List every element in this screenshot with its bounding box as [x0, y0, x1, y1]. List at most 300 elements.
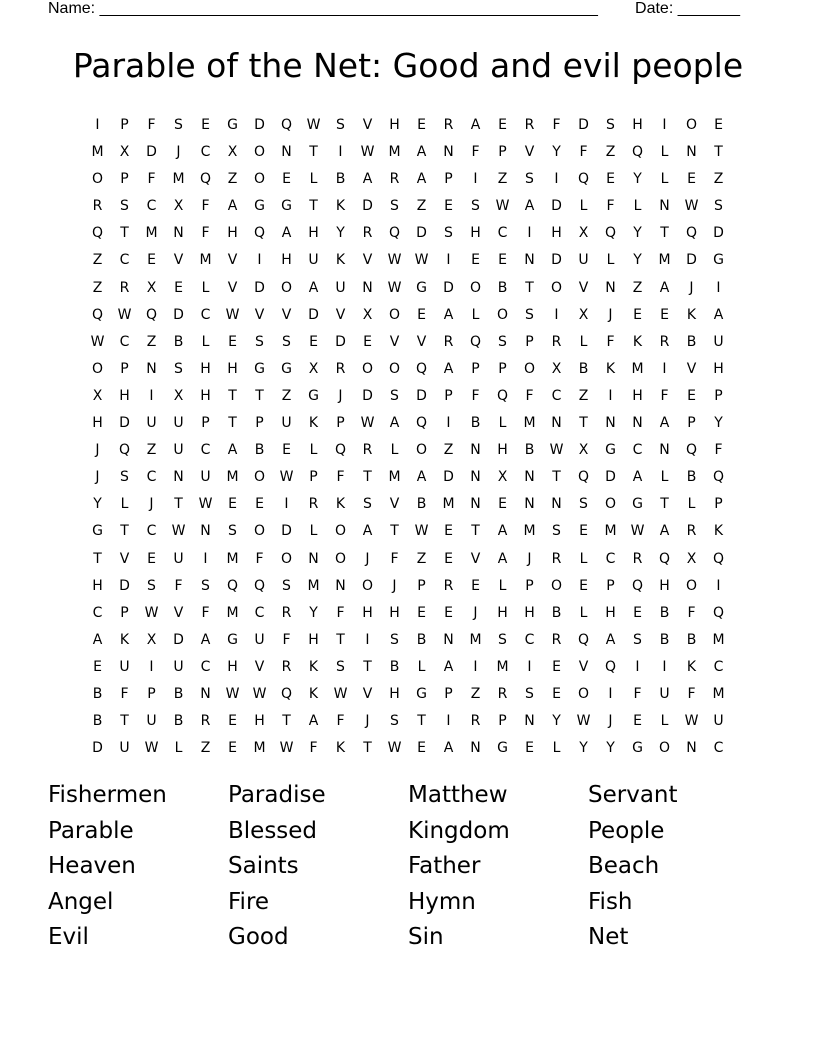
- grid-letter: C: [605, 550, 616, 567]
- grid-letter: K: [308, 685, 319, 702]
- grid-letter: M: [388, 469, 401, 486]
- grid-letter: M: [91, 144, 104, 161]
- grid-letter: A: [443, 740, 454, 757]
- grid-letter: Q: [253, 577, 266, 594]
- grid-letter: H: [659, 577, 670, 594]
- grid-letter: T: [309, 144, 318, 161]
- grid-letter: P: [498, 360, 507, 377]
- grid-letter: R: [659, 333, 670, 350]
- grid-letter: Q: [91, 306, 104, 323]
- grid-letter: X: [227, 144, 238, 161]
- grid-letter: Y: [552, 144, 561, 161]
- grid-letter: T: [363, 740, 372, 757]
- grid-letter: D: [335, 333, 346, 350]
- grid-letter: O: [280, 550, 293, 567]
- grid-letter: I: [662, 658, 667, 675]
- grid-letter: N: [173, 225, 184, 242]
- grid-letter: V: [254, 658, 265, 675]
- grid-letter: N: [524, 496, 535, 513]
- grid-letter: S: [390, 631, 399, 648]
- grid-letter: F: [309, 740, 318, 757]
- grid-letter: N: [632, 415, 643, 432]
- grid-letter: R: [551, 333, 562, 350]
- grid-letter: M: [712, 685, 725, 702]
- word-bank-item: Father: [408, 853, 481, 879]
- grid-letter: X: [578, 442, 589, 459]
- grid-letter: R: [443, 577, 454, 594]
- grid-letter: C: [713, 740, 724, 757]
- grid-letter: T: [336, 631, 345, 648]
- grid-letter: I: [554, 171, 559, 188]
- grid-letter: T: [228, 415, 237, 432]
- grid-letter: H: [92, 415, 103, 432]
- grid-letter: M: [226, 469, 239, 486]
- grid-letter: N: [281, 144, 292, 161]
- grid-letter: F: [525, 387, 534, 404]
- grid-letter: Y: [579, 740, 588, 757]
- grid-letter: M: [172, 171, 185, 188]
- grid-letter: E: [228, 333, 237, 350]
- grid-letter: T: [120, 713, 129, 730]
- grid-letter: R: [362, 442, 373, 459]
- grid-letter: H: [497, 604, 508, 621]
- grid-letter: O: [253, 469, 266, 486]
- grid-letter: W: [387, 252, 402, 269]
- grid-letter: P: [120, 117, 129, 133]
- grid-letter: X: [308, 360, 319, 377]
- grid-letter: B: [416, 631, 427, 648]
- grid-letter: A: [470, 117, 481, 133]
- grid-letter: H: [632, 117, 643, 133]
- grid-letter: B: [686, 469, 697, 486]
- grid-letter: E: [471, 577, 480, 594]
- grid-letter: E: [444, 550, 453, 567]
- grid-letter: S: [282, 333, 291, 350]
- grid-letter: R: [389, 171, 400, 188]
- grid-letter: P: [147, 685, 156, 702]
- grid-letter: E: [417, 604, 426, 621]
- grid-letter: O: [469, 279, 482, 296]
- grid-letter: B: [389, 658, 400, 675]
- grid-letter: R: [497, 685, 508, 702]
- grid-letter: L: [552, 740, 561, 757]
- grid-letter: Y: [606, 740, 615, 757]
- grid-letter: A: [632, 469, 643, 486]
- grid-letter: F: [714, 442, 723, 459]
- grid-letter: V: [173, 252, 184, 269]
- word-bank-item: Evil: [48, 924, 89, 950]
- grid-letter: A: [497, 550, 508, 567]
- grid-letter: B: [470, 415, 481, 432]
- grid-letter: J: [176, 144, 181, 161]
- grid-letter: P: [498, 144, 507, 161]
- grid-letter: G: [227, 117, 238, 133]
- word-bank-item: Fire: [228, 888, 270, 915]
- grid-letter: B: [173, 685, 184, 702]
- grid-letter: E: [417, 117, 426, 133]
- grid-letter: D: [362, 387, 373, 404]
- word-bank-item: Fishermen: [48, 782, 167, 808]
- grid-letter: F: [633, 685, 642, 702]
- grid-letter: R: [362, 225, 373, 242]
- grid-letter: Q: [415, 360, 428, 377]
- grid-letter: L: [498, 577, 507, 594]
- grid-letter: E: [579, 523, 588, 540]
- grid-letter: Y: [309, 604, 318, 621]
- grid-letter: C: [146, 523, 157, 540]
- grid-letter: Y: [633, 252, 642, 269]
- grid-letter: T: [255, 387, 264, 404]
- grid-letter: T: [120, 523, 129, 540]
- grid-letter: L: [309, 171, 318, 188]
- grid-letter: R: [524, 117, 535, 133]
- page-title: Parable of the Net: Good and evil people: [72, 46, 744, 85]
- grid-letter: H: [200, 360, 211, 377]
- grid-letter: G: [281, 360, 292, 377]
- grid-letter: K: [335, 252, 346, 269]
- grid-letter: F: [201, 225, 210, 242]
- grid-letter: D: [173, 306, 184, 323]
- grid-letter: G: [497, 740, 508, 757]
- grid-letter: Q: [631, 577, 644, 594]
- grid-letter: G: [416, 685, 427, 702]
- grid-letter: N: [146, 360, 157, 377]
- grid-letter: A: [281, 225, 292, 242]
- grid-letter: Y: [633, 171, 642, 188]
- grid-letter: M: [442, 496, 455, 513]
- grid-letter: T: [471, 523, 480, 540]
- grid-letter: V: [173, 604, 184, 621]
- grid-letter: P: [120, 360, 129, 377]
- grid-letter: F: [390, 550, 399, 567]
- word-bank-item: Saints: [228, 853, 299, 879]
- word-bank: [48, 778, 768, 956]
- grid-letter: V: [578, 658, 589, 675]
- grid-letter: J: [689, 279, 694, 296]
- grid-letter: V: [254, 306, 265, 323]
- grid-letter: L: [633, 198, 642, 215]
- word-bank-item: People: [588, 817, 665, 844]
- grid-letter: Q: [469, 333, 482, 350]
- grid-letter: K: [335, 198, 346, 215]
- grid-letter: O: [604, 496, 617, 513]
- grid-letter: O: [361, 577, 374, 594]
- grid-letter: E: [606, 171, 615, 188]
- grid-letter: L: [660, 171, 669, 188]
- grid-letter: W: [144, 604, 159, 621]
- grid-letter: G: [227, 631, 238, 648]
- grid-letter: S: [525, 306, 534, 323]
- grid-letter: E: [147, 550, 156, 567]
- grid-letter: Q: [577, 631, 590, 648]
- grid-letter: V: [470, 550, 481, 567]
- grid-letter: J: [95, 442, 100, 459]
- grid-letter: A: [227, 442, 238, 459]
- grid-letter: R: [551, 631, 562, 648]
- grid-letter: B: [335, 171, 346, 188]
- grid-letter: H: [362, 604, 373, 621]
- grid-letter: B: [686, 333, 697, 350]
- grid-letter: H: [227, 658, 238, 675]
- word-bank-item: Good: [228, 924, 289, 950]
- grid-letter: A: [200, 631, 211, 648]
- grid-letter: S: [579, 496, 588, 513]
- grid-letter: I: [338, 144, 343, 161]
- grid-letter: I: [716, 577, 721, 594]
- grid-letter: E: [228, 740, 237, 757]
- grid-letter: U: [659, 685, 670, 702]
- grid-letter: R: [119, 279, 130, 296]
- grid-letter: Z: [443, 442, 454, 459]
- grid-letter: X: [362, 306, 373, 323]
- grid-letter: R: [200, 713, 211, 730]
- grid-letter: W: [684, 713, 699, 730]
- grid-letter: J: [95, 469, 100, 486]
- grid-letter: E: [714, 117, 723, 133]
- grid-letter: H: [281, 252, 292, 269]
- grid-letter: R: [686, 523, 697, 540]
- grid-letter: S: [498, 631, 507, 648]
- grid-letter: N: [605, 415, 616, 432]
- grid-letter: D: [362, 198, 373, 215]
- grid-letter: D: [605, 469, 616, 486]
- grid-letter: X: [578, 225, 589, 242]
- grid-letter: L: [687, 496, 696, 513]
- grid-letter: P: [444, 387, 453, 404]
- grid-letter: N: [335, 577, 346, 594]
- grid-letter: H: [227, 225, 238, 242]
- grid-letter: A: [227, 198, 238, 215]
- grid-letter: F: [336, 469, 345, 486]
- grid-letter: T: [417, 713, 426, 730]
- grid-letter: N: [470, 496, 481, 513]
- grid-letter: S: [714, 198, 723, 215]
- grid-letter: I: [149, 387, 154, 404]
- grid-letter: S: [525, 685, 534, 702]
- grid-letter: H: [92, 577, 103, 594]
- grid-letter: V: [362, 117, 373, 133]
- grid-letter: L: [201, 333, 210, 350]
- grid-letter: V: [686, 360, 697, 377]
- grid-letter: A: [389, 415, 400, 432]
- grid-letter: C: [119, 252, 130, 269]
- grid-letter: L: [471, 306, 480, 323]
- grid-letter: F: [471, 387, 480, 404]
- grid-letter: U: [200, 469, 211, 486]
- grid-letter: O: [523, 360, 536, 377]
- grid-letter: P: [444, 685, 453, 702]
- grid-letter: Q: [91, 225, 104, 242]
- grid-letter: F: [147, 117, 156, 133]
- grid-letter: I: [716, 279, 721, 296]
- grid-letter: M: [145, 225, 158, 242]
- grid-letter: A: [308, 279, 319, 296]
- grid-letter: O: [334, 550, 347, 567]
- grid-letter: B: [686, 631, 697, 648]
- grid-letter: H: [200, 387, 211, 404]
- grid-letter: C: [551, 387, 562, 404]
- grid-letter: W: [225, 306, 240, 323]
- grid-letter: P: [525, 577, 534, 594]
- grid-letter: C: [200, 144, 211, 161]
- grid-letter: E: [417, 306, 426, 323]
- grid-letter: A: [713, 306, 724, 323]
- grid-letter: K: [308, 658, 319, 675]
- grid-letter: E: [282, 442, 291, 459]
- grid-letter: Z: [713, 171, 724, 188]
- name-field-label: Name: ________________________________________________________: [48, 0, 598, 17]
- word-bank-item: Kingdom: [408, 817, 510, 844]
- grid-letter: I: [608, 685, 613, 702]
- grid-letter: W: [414, 523, 429, 540]
- grid-letter: I: [446, 415, 451, 432]
- grid-letter: O: [658, 740, 671, 757]
- grid-letter: M: [253, 740, 266, 757]
- grid-letter: F: [147, 171, 156, 188]
- grid-letter: J: [608, 713, 613, 730]
- grid-letter: D: [173, 631, 184, 648]
- grid-letter: H: [605, 604, 616, 621]
- grid-letter: P: [201, 415, 210, 432]
- grid-letter: S: [525, 171, 534, 188]
- grid-letter: C: [200, 442, 211, 459]
- grid-letter: O: [415, 442, 428, 459]
- grid-letter: A: [443, 658, 454, 675]
- grid-letter: U: [146, 713, 157, 730]
- grid-letter: H: [524, 604, 535, 621]
- grid-letter: T: [174, 496, 183, 513]
- word-search-grid: [84, 112, 732, 762]
- grid-letter: W: [279, 740, 294, 757]
- grid-letter: K: [335, 740, 346, 757]
- grid-letter: I: [608, 387, 613, 404]
- grid-letter: V: [119, 550, 130, 567]
- grid-letter: Q: [712, 604, 725, 621]
- grid-letter: S: [471, 198, 480, 215]
- grid-letter: G: [416, 279, 427, 296]
- grid-letter: Q: [604, 658, 617, 675]
- grid-letter: D: [254, 279, 265, 296]
- word-bank-item: Angel: [48, 888, 114, 915]
- grid-letter: Z: [470, 685, 481, 702]
- grid-letter: O: [550, 577, 563, 594]
- grid-letter: S: [120, 469, 129, 486]
- grid-letter: N: [524, 252, 535, 269]
- grid-letter: M: [523, 415, 536, 432]
- grid-letter: B: [659, 631, 670, 648]
- grid-letter: Y: [714, 415, 723, 432]
- grid-letter: M: [604, 523, 617, 540]
- grid-letter: T: [714, 144, 723, 161]
- grid-letter: F: [606, 198, 615, 215]
- grid-letter: W: [684, 198, 699, 215]
- grid-letter: X: [497, 469, 508, 486]
- grid-letter: E: [93, 658, 102, 675]
- grid-letter: M: [199, 252, 212, 269]
- grid-letter: O: [685, 117, 698, 133]
- grid-letter: R: [281, 604, 292, 621]
- grid-letter: V: [281, 306, 292, 323]
- grid-letter: O: [685, 577, 698, 594]
- grid-letter: S: [552, 523, 561, 540]
- grid-letter: L: [417, 658, 426, 675]
- grid-letter: P: [471, 360, 480, 377]
- grid-letter: F: [336, 713, 345, 730]
- grid-letter: O: [253, 523, 266, 540]
- grid-letter: W: [252, 685, 267, 702]
- grid-letter: W: [360, 415, 375, 432]
- grid-letter: U: [578, 252, 589, 269]
- grid-letter: E: [228, 713, 237, 730]
- grid-letter: K: [632, 333, 643, 350]
- grid-letter: C: [200, 658, 211, 675]
- grid-letter: A: [362, 171, 373, 188]
- grid-letter: B: [497, 279, 508, 296]
- grid-letter: W: [495, 198, 510, 215]
- grid-letter: O: [91, 171, 104, 188]
- grid-letter: D: [443, 469, 454, 486]
- grid-letter: E: [363, 333, 372, 350]
- grid-letter: P: [309, 469, 318, 486]
- grid-letter: C: [146, 469, 157, 486]
- grid-letter: C: [632, 442, 643, 459]
- grid-letter: M: [388, 144, 401, 161]
- grid-letter: W: [549, 442, 564, 459]
- grid-letter: A: [416, 171, 427, 188]
- grid-letter: E: [498, 496, 507, 513]
- grid-letter: L: [660, 469, 669, 486]
- grid-letter: Q: [334, 442, 347, 459]
- grid-letter: Q: [280, 117, 293, 133]
- grid-letter: U: [713, 333, 724, 350]
- grid-letter: E: [174, 279, 183, 296]
- grid-letter: B: [659, 604, 670, 621]
- grid-letter: K: [605, 360, 616, 377]
- grid-letter: T: [309, 198, 318, 215]
- grid-letter: X: [551, 360, 562, 377]
- grid-letter: S: [282, 577, 291, 594]
- grid-letter: V: [524, 144, 535, 161]
- grid-letter: Z: [578, 387, 589, 404]
- grid-letter: D: [686, 252, 697, 269]
- grid-letter: I: [365, 631, 370, 648]
- grid-letter: R: [308, 496, 319, 513]
- grid-letter: I: [473, 658, 478, 675]
- grid-letter: N: [686, 144, 697, 161]
- grid-letter: Z: [146, 442, 157, 459]
- grid-letter: F: [255, 550, 264, 567]
- grid-letter: Q: [712, 550, 725, 567]
- grid-letter: H: [389, 685, 400, 702]
- grid-letter: M: [496, 658, 509, 675]
- grid-letter: J: [149, 496, 154, 513]
- grid-letter: D: [443, 279, 454, 296]
- grid-letter: J: [338, 387, 343, 404]
- grid-letter: O: [334, 523, 347, 540]
- grid-letter: T: [363, 658, 372, 675]
- grid-letter: J: [608, 306, 613, 323]
- grid-letter: U: [335, 279, 346, 296]
- grid-letter: M: [523, 523, 536, 540]
- grid-letter: E: [687, 387, 696, 404]
- grid-letter: T: [93, 550, 102, 567]
- date-field-label: Date: _______: [635, 0, 740, 17]
- grid-letter: S: [228, 523, 237, 540]
- grid-letter: S: [255, 333, 264, 350]
- grid-letter: M: [226, 550, 239, 567]
- grid-letter: S: [174, 360, 183, 377]
- grid-letter: Q: [631, 144, 644, 161]
